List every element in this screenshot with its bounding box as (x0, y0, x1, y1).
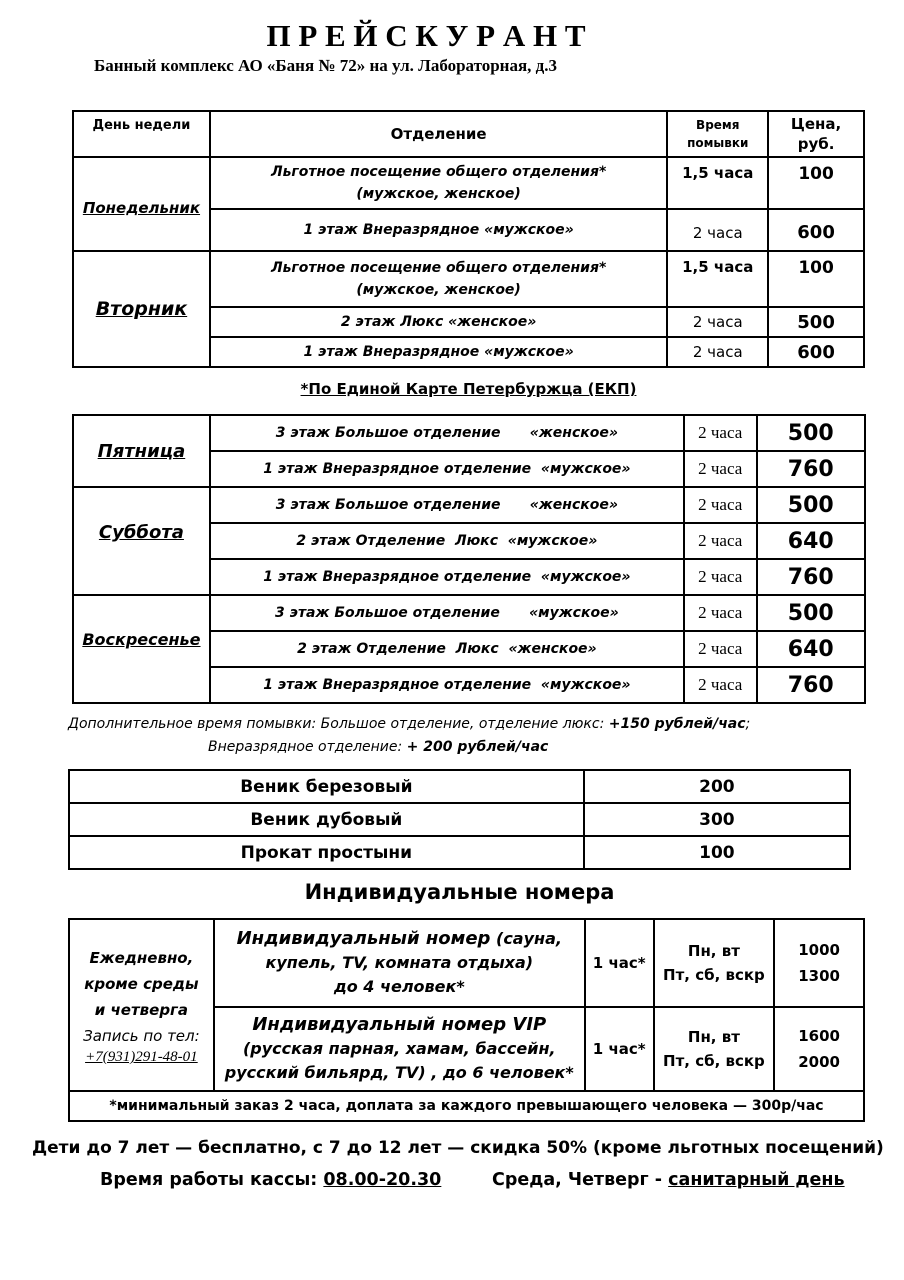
room-days (654, 1007, 775, 1091)
individual-rooms-table (68, 918, 865, 1122)
day-monday: Понедельник (73, 157, 210, 251)
section-cell: 3 этаж Большое отделение «женское» (210, 415, 684, 451)
cash-hours-line (100, 1170, 441, 1190)
day-tuesday: Вторник (73, 251, 210, 367)
extra-time-end: ; (745, 716, 751, 732)
cash-hours-label: Время работы кассы: (100, 1170, 324, 1190)
item-price: 200 (584, 770, 850, 803)
time-cell: 2 часа (684, 631, 757, 667)
schedule-line: и четверга (94, 1001, 189, 1019)
room-days-line: Пн, вт (687, 942, 740, 960)
room-capacity: до 4 человек* (333, 977, 465, 996)
price-cell: 760 (757, 559, 865, 595)
section-cell: 2 этаж Отделение Люкс «женское» (210, 631, 684, 667)
day-saturday: Суббота (73, 487, 210, 595)
price-cell: 500 (757, 595, 865, 631)
time-cell: 1,5 часа (667, 157, 768, 209)
weekday-price-table (72, 110, 865, 368)
section-cell: 3 этаж Большое отделение «мужское» (210, 595, 684, 631)
price-cell: 500 (757, 415, 865, 451)
individual-footnote: *минимальный заказ 2 часа, доплата за каждого превышающего человека — 300р/час (69, 1091, 864, 1121)
price-cell: 640 (757, 631, 865, 667)
phone-label: Запись по тел: (83, 1027, 200, 1045)
room-price (774, 919, 864, 1007)
page-subtitle: Банный комплекс АО «Баня № 72» на ул. Лабораторная, д.3 (94, 56, 558, 75)
item-name: Прокат простыни (69, 836, 584, 869)
room-days-line: Пн, вт (687, 1028, 740, 1046)
time-cell: 2 часа (684, 415, 757, 451)
day-friday: Пятница (73, 415, 210, 487)
item-name: Веник дубовый (69, 803, 584, 836)
time-cell: 2 часа (667, 337, 768, 367)
schedule-cell (69, 919, 214, 1091)
room-details: купель, TV, комната отдыха) (265, 953, 534, 972)
time-cell: 2 часа (684, 559, 757, 595)
room-days-line: Пт, сб, вскр (663, 966, 765, 984)
room-description (214, 1007, 585, 1091)
price-cell: 600 (768, 209, 864, 251)
price-cell: 640 (757, 523, 865, 559)
extra-time-text: Внеразрядное отделение: (208, 739, 407, 755)
price-cell: 500 (757, 487, 865, 523)
section-cell: 2 этаж Люкс «женское» (210, 307, 667, 337)
extra-time-amount: + 200 рублей/час (406, 739, 549, 755)
closed-day-line (492, 1170, 845, 1190)
col-header-price: Цена, руб. (768, 111, 864, 157)
room-time: 1 час* (585, 1007, 654, 1091)
section-cell: Льготное посещение общего отделения* (мужское, женское) (210, 157, 667, 209)
price-cell: 500 (768, 307, 864, 337)
room-name: Индивидуальный номер VIP (252, 1014, 547, 1035)
time-cell: 2 часа (667, 307, 768, 337)
closed-day-value: санитарный день (668, 1170, 845, 1190)
time-cell: 2 часа (684, 667, 757, 703)
col-header-day: День недели (73, 111, 210, 157)
phone-number[interactable]: +7(931)291-48-01 (85, 1049, 198, 1065)
room-name-extra: (сауна, (490, 929, 562, 948)
page-title: П Р Е Й С К У Р А Н Т (266, 18, 586, 53)
time-cell: 2 часа (667, 209, 768, 251)
day-sunday: Воскресенье (73, 595, 210, 703)
section-cell: 1 этаж Внеразрядное «мужское» (210, 209, 667, 251)
time-cell: 2 часа (684, 487, 757, 523)
col-header-time: Время помывки (667, 111, 768, 157)
price-cell: 760 (757, 451, 865, 487)
room-description (214, 919, 585, 1007)
room-details: (русская парная, хамам, бассейн, (242, 1039, 556, 1058)
ekp-note: *По Единой Карте Петербуржца (ЕКП) (300, 380, 637, 398)
section-cell: 1 этаж Внеразрядное «мужское» (210, 337, 667, 367)
section-cell: 1 этаж Внеразрядное отделение «мужское» (210, 667, 684, 703)
extra-time-note (68, 716, 750, 732)
col-header-section: Отделение (210, 111, 667, 157)
section-cell: Льготное посещение общего отделения* (мужское, женское) (210, 251, 667, 307)
room-days-line: Пт, сб, вскр (663, 1052, 765, 1070)
room-capacity: русский бильярд, TV) , до 6 человек* (224, 1063, 574, 1082)
room-price-line: 1000 (798, 941, 840, 959)
item-price: 300 (584, 803, 850, 836)
time-cell: 2 часа (684, 523, 757, 559)
items-table (68, 769, 851, 870)
time-cell: 1,5 часа (667, 251, 768, 307)
section-cell: 2 этаж Отделение Люкс «мужское» (210, 523, 684, 559)
room-price (774, 1007, 864, 1091)
individual-heading: Индивидуальные номера (304, 880, 615, 904)
extra-time-amount: +150 рублей/час (608, 716, 746, 732)
room-price-line: 1600 (798, 1027, 840, 1045)
closed-day-label: Среда, Четверг - (492, 1170, 669, 1190)
room-price-line: 2000 (798, 1053, 840, 1071)
extra-time-text: Дополнительное время помывки: Большое отделение, отделение люкс: (68, 716, 609, 732)
cash-hours-value: 08.00-20.30 (323, 1170, 442, 1190)
price-cell: 760 (757, 667, 865, 703)
time-cell: 2 часа (684, 451, 757, 487)
room-name: Индивидуальный номер (236, 928, 491, 949)
schedule-line: Ежедневно, (89, 949, 194, 967)
price-cell: 600 (768, 337, 864, 367)
section-cell: 3 этаж Большое отделение «женское» (210, 487, 684, 523)
item-price: 100 (584, 836, 850, 869)
section-cell: 1 этаж Внеразрядное отделение «мужское» (210, 559, 684, 595)
time-cell: 2 часа (684, 595, 757, 631)
room-price-line: 1300 (798, 967, 840, 985)
room-days (654, 919, 775, 1007)
schedule-line: кроме среды (84, 975, 199, 993)
children-discount-note: Дети до 7 лет — бесплатно, с 7 до 12 лет — скидка 50% (кроме льготных посещений) (32, 1138, 884, 1158)
room-time: 1 час* (585, 919, 654, 1007)
section-cell: 1 этаж Внеразрядное отделение «мужское» (210, 451, 684, 487)
weekend-price-table (72, 414, 866, 704)
price-cell: 100 (768, 157, 864, 209)
extra-time-note-2 (208, 739, 548, 755)
item-name: Веник березовый (69, 770, 584, 803)
price-cell: 100 (768, 251, 864, 307)
